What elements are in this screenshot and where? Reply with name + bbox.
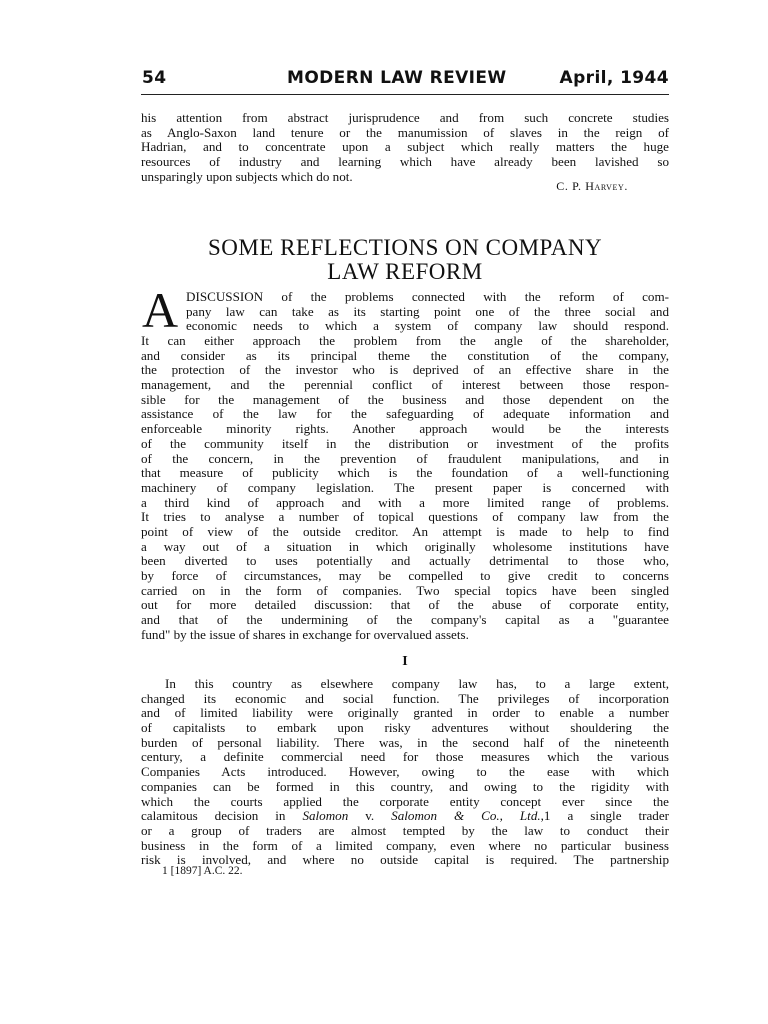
text-line: Hadrian, and to concentrate upon a subject which really matters the huge [141,140,669,155]
text-line: companies can be formed in this country, and owing to the rigidity with [141,779,669,794]
text-line: burden of personal liability. There was, in the second half of the nineteenth [141,735,669,750]
page-number: 54 [142,68,167,88]
previous-article-author: C. P. Harvey. [556,179,628,193]
text-line: a third kind of approach and with a more limited range of problems. [141,495,669,510]
text-fragment: a single trader [550,809,669,824]
text-line: or a group of traders are almost tempted by the law to conduct their [141,823,669,838]
text-line: business in the form of a limited company, even where no particular business [141,838,669,853]
drop-cap: A [142,282,179,338]
text-line: enforceable minority rights. Another approach would be the interests [141,422,669,437]
text-line: by force of circumstances, may be compelled to give credit to concerns [141,569,669,583]
text-line: risk is involved, and where no outside capital is required. The partnership [141,853,669,868]
text-line: resources of industry and learning which have already been lavished so [141,155,669,170]
text-fragment: v. [348,809,392,824]
text-line: machinery of company legislation. The present paper is concerned with [141,480,669,495]
article-title-line-2: LAW REFORM [327,259,483,284]
text-line: the protection of the investor who is deprived of an effective share in the [141,363,669,378]
text-line: changed its economic and social function. The privileges of incorporation [141,691,669,706]
text-line: out for more detailed discussion: that of the abuse of corporate entity, [141,598,669,613]
case-name-salomon-co: Salomon & Co., Ltd. [391,809,541,824]
text-fragment: calamitous decision in [141,809,303,824]
text-line: as Anglo-Saxon land tenure or the manumission of slaves in the reign of [141,125,669,140]
previous-article-ending [141,111,669,184]
text-line: and of limited liability were originally granted in order to enable a number [141,706,669,721]
text-line: carried on in the form of companies. Two special topics have been singled [141,583,669,598]
text-line: of the community itself in the distribution or investment of the profits [141,436,669,451]
article-title-line-1: SOME REFLECTIONS ON COMPANY [207,235,603,260]
text-line: of capitalists to embark upon risky adventures without shouldering the [141,721,669,736]
text-line: and that of the undermining of the company's capital as a "guarantee [141,613,669,628]
text-line: and consider as its principal theme the constitution of the company, [141,348,669,363]
section-number: I [402,654,408,669]
text-line: Companies Acts introduced. However, owing to the ease with which [141,765,669,780]
text-line: DISCUSSION of the problems connected with the reform of com- [186,290,669,304]
case-name-salomon: Salomon [302,809,349,824]
text-line: pany law can take as its starting point one of the three social and [186,304,669,319]
text-line: century, a definite commercial need for those measures which the various [141,750,669,765]
text-line: of the concern, in the prevention of fraudulent manipulations, and in [141,451,669,466]
section-1-paragraph [141,677,669,868]
text-line: a way out of a situation in which originally wholesome institutions have [141,539,669,554]
text-line: unsparingly upon subjects which do not. [141,169,353,184]
case-citation-line [141,809,669,824]
text-line: It can either approach the problem from the angle of the shareholder, [141,334,669,348]
text-line: It tries to analyse a number of topical questions of company law from the [141,510,669,525]
text-line: which the courts applied the corporate entity concept ever since the [141,794,669,809]
footnote-reference: ,1 [540,809,551,824]
text-line: his attention from abstract jurisprudence and from such concrete studies [141,111,669,125]
footnote: 1 [1897] A.C. 22. [162,865,243,877]
text-line: economic needs to which a system of company law should respond. [186,319,669,334]
running-header [141,66,669,95]
text-line: sible for the management of the business and those dependent on the [141,392,669,407]
text-line: that measure of publicity which is the foundation of a well-functioning [141,466,669,481]
issue-date: April, 1944 [559,68,669,88]
intro-paragraph [141,334,669,642]
text-line: been diverted to uses potentially and actually detrimental to those who, [141,554,669,569]
text-line: In this country as elsewhere company law has, to a large extent, [165,677,669,691]
text-line: management, and the perennial conflict of interest between those respon- [141,378,669,393]
journal-title: MODERN LAW REVIEW [287,68,507,88]
text-line: assistance of the law for the safeguarding of adequate information and [141,407,669,422]
intro-indented-lines [186,290,669,334]
text-line: point of view of the outside creditor. An attempt is made to help to find [141,524,669,539]
text-line: fund" by the issue of shares in exchange for overvalued assets. [141,627,469,642]
